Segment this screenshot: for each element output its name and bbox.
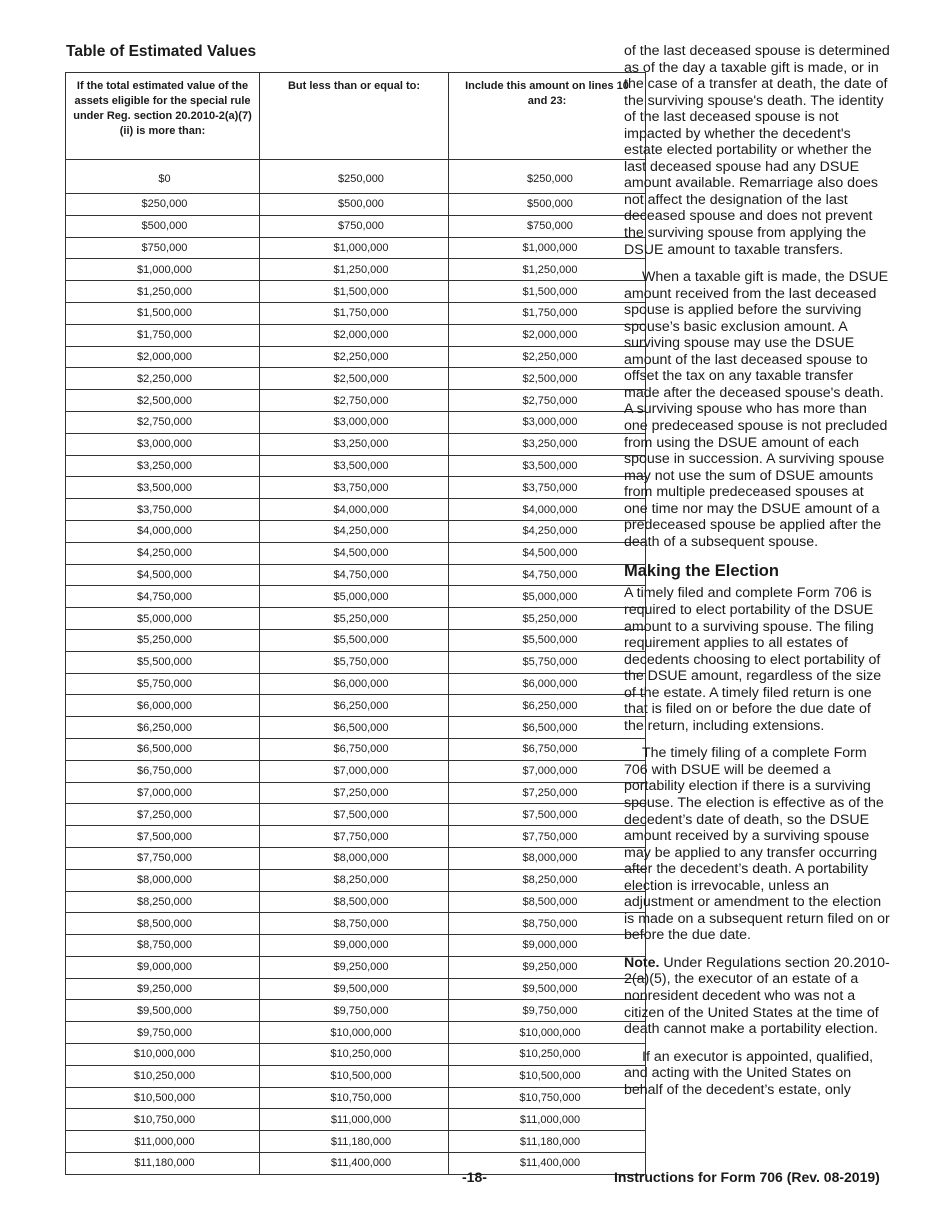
- table-row: [66, 194, 646, 216]
- cell-include-amount: $2,250,000: [449, 346, 646, 368]
- cell-include-amount: $5,500,000: [449, 629, 646, 651]
- cell-less-or-equal: $8,750,000: [260, 913, 449, 935]
- cell-more-than: $750,000: [66, 237, 260, 259]
- cell-more-than: $6,750,000: [66, 760, 260, 782]
- cell-less-or-equal: $4,500,000: [260, 542, 449, 564]
- cell-less-or-equal: $500,000: [260, 194, 449, 216]
- cell-more-than: $5,000,000: [66, 608, 260, 630]
- cell-less-or-equal: $8,250,000: [260, 869, 449, 891]
- cell-less-or-equal: $6,750,000: [260, 738, 449, 760]
- cell-more-than: $7,500,000: [66, 826, 260, 848]
- cell-include-amount: $5,250,000: [449, 608, 646, 630]
- cell-less-or-equal: $5,500,000: [260, 629, 449, 651]
- cell-include-amount: $7,750,000: [449, 826, 646, 848]
- cell-include-amount: $3,250,000: [449, 433, 646, 455]
- cell-more-than: $4,000,000: [66, 520, 260, 542]
- table-row: [66, 651, 646, 673]
- table-row: [66, 673, 646, 695]
- table-row: [66, 826, 646, 848]
- cell-less-or-equal: $1,750,000: [260, 302, 449, 324]
- cell-less-or-equal: $3,500,000: [260, 455, 449, 477]
- table-row: [66, 760, 646, 782]
- section-heading: Making the Election: [624, 562, 779, 581]
- cell-more-than: $3,500,000: [66, 477, 260, 499]
- cell-less-or-equal: $8,000,000: [260, 847, 449, 869]
- cell-less-or-equal: $10,000,000: [260, 1022, 449, 1044]
- cell-more-than: $1,750,000: [66, 324, 260, 346]
- table-title: Table of Estimated Values: [66, 43, 257, 60]
- cell-more-than: $8,000,000: [66, 869, 260, 891]
- cell-more-than: $2,000,000: [66, 346, 260, 368]
- cell-include-amount: $5,000,000: [449, 586, 646, 608]
- estimated-values-table: [65, 72, 646, 1175]
- header-less-or-equal: But less than or equal to:: [260, 73, 449, 160]
- cell-more-than: $10,250,000: [66, 1065, 260, 1087]
- cell-more-than: $9,750,000: [66, 1022, 260, 1044]
- cell-more-than: $8,500,000: [66, 913, 260, 935]
- table-row: [66, 477, 646, 499]
- cell-include-amount: $4,000,000: [449, 499, 646, 521]
- cell-include-amount: $3,500,000: [449, 455, 646, 477]
- cell-include-amount: $2,500,000: [449, 368, 646, 390]
- cell-include-amount: $8,250,000: [449, 869, 646, 891]
- cell-include-amount: $500,000: [449, 194, 646, 216]
- table-row: [66, 629, 646, 651]
- cell-more-than: $7,750,000: [66, 847, 260, 869]
- cell-more-than: $2,750,000: [66, 411, 260, 433]
- cell-less-or-equal: $7,000,000: [260, 760, 449, 782]
- table-row: [66, 782, 646, 804]
- table-row: [66, 1131, 646, 1153]
- note-label: Note.: [624, 954, 660, 971]
- table-row: [66, 346, 646, 368]
- cell-more-than: $1,500,000: [66, 302, 260, 324]
- table-row: [66, 913, 646, 935]
- cell-less-or-equal: $1,250,000: [260, 259, 449, 281]
- cell-less-or-equal: $7,250,000: [260, 782, 449, 804]
- cell-less-or-equal: $2,000,000: [260, 324, 449, 346]
- cell-include-amount: $6,000,000: [449, 673, 646, 695]
- cell-less-or-equal: $5,250,000: [260, 608, 449, 630]
- paragraph-executor: If an executor is appointed, qualified, and acting with the United States on behalf of the decedent’s estate, only: [624, 1048, 874, 1098]
- table-header-row: [66, 73, 646, 160]
- cell-more-than: $9,250,000: [66, 978, 260, 1000]
- cell-less-or-equal: $4,750,000: [260, 564, 449, 586]
- cell-include-amount: $8,500,000: [449, 891, 646, 913]
- cell-more-than: $4,250,000: [66, 542, 260, 564]
- cell-include-amount: $11,180,000: [449, 1131, 646, 1153]
- table-row: [66, 259, 646, 281]
- cell-more-than: $9,000,000: [66, 956, 260, 978]
- cell-include-amount: $2,000,000: [449, 324, 646, 346]
- cell-more-than: $9,500,000: [66, 1000, 260, 1022]
- cell-include-amount: $7,000,000: [449, 760, 646, 782]
- cell-less-or-equal: $6,250,000: [260, 695, 449, 717]
- table-row: [66, 455, 646, 477]
- cell-less-or-equal: $5,000,000: [260, 586, 449, 608]
- cell-more-than: $7,250,000: [66, 804, 260, 826]
- cell-include-amount: $8,000,000: [449, 847, 646, 869]
- cell-less-or-equal: $1,000,000: [260, 237, 449, 259]
- cell-less-or-equal: $5,750,000: [260, 651, 449, 673]
- table-row: [66, 608, 646, 630]
- cell-more-than: $5,250,000: [66, 629, 260, 651]
- cell-less-or-equal: $7,500,000: [260, 804, 449, 826]
- table-row: [66, 281, 646, 303]
- cell-less-or-equal: $11,180,000: [260, 1131, 449, 1153]
- cell-less-or-equal: $9,000,000: [260, 935, 449, 957]
- header-include-amount: Include this amount on lines 10 and 23:: [449, 73, 646, 160]
- cell-include-amount: $11,400,000: [449, 1153, 646, 1175]
- cell-more-than: $4,500,000: [66, 564, 260, 586]
- cell-more-than: $3,250,000: [66, 455, 260, 477]
- cell-more-than: $6,500,000: [66, 738, 260, 760]
- cell-include-amount: $9,000,000: [449, 935, 646, 957]
- table-row: [66, 237, 646, 259]
- cell-include-amount: $8,750,000: [449, 913, 646, 935]
- cell-less-or-equal: $250,000: [260, 160, 449, 194]
- cell-less-or-equal: $9,750,000: [260, 1000, 449, 1022]
- cell-more-than: $8,250,000: [66, 891, 260, 913]
- table-row: [66, 1044, 646, 1066]
- table-row: [66, 804, 646, 826]
- table-row: [66, 586, 646, 608]
- cell-more-than: $8,750,000: [66, 935, 260, 957]
- cell-less-or-equal: $750,000: [260, 215, 449, 237]
- cell-less-or-equal: $7,750,000: [260, 826, 449, 848]
- cell-include-amount: $9,250,000: [449, 956, 646, 978]
- cell-include-amount: $6,500,000: [449, 717, 646, 739]
- cell-less-or-equal: $8,500,000: [260, 891, 449, 913]
- cell-more-than: $2,250,000: [66, 368, 260, 390]
- table-row: [66, 1109, 646, 1131]
- cell-include-amount: $7,500,000: [449, 804, 646, 826]
- cell-include-amount: $1,750,000: [449, 302, 646, 324]
- cell-less-or-equal: $6,500,000: [260, 717, 449, 739]
- table-row: [66, 891, 646, 913]
- cell-less-or-equal: $11,400,000: [260, 1153, 449, 1175]
- table-row: [66, 1000, 646, 1022]
- cell-include-amount: $11,000,000: [449, 1109, 646, 1131]
- cell-more-than: $250,000: [66, 194, 260, 216]
- cell-more-than: $4,750,000: [66, 586, 260, 608]
- table-row: [66, 433, 646, 455]
- table-row: [66, 695, 646, 717]
- table-row: [66, 956, 646, 978]
- cell-less-or-equal: $10,750,000: [260, 1087, 449, 1109]
- cell-include-amount: $250,000: [449, 160, 646, 194]
- cell-less-or-equal: $10,250,000: [260, 1044, 449, 1066]
- cell-include-amount: $10,500,000: [449, 1065, 646, 1087]
- paragraph-taxable-gift: When a taxable gift is made, the DSUE amount received from the last deceased spouse is applied before the surviving spouse’s basic exclusion amount. A surviving spouse may use the DSUE amount of the last deceased spouse to offset the tax on any taxable transfer made after the deceased spouse's death. A surviving spouse who has more than one predeceased spouse is not precluded from using the DSUE amount of each spouse in succession. A surviving spouse may not use the sum of DSUE amounts from multiple predeceased spouses at one time nor may the DSUE amount of a predeceased spouse be applied after the death of a subsequent spouse.: [624, 269, 889, 550]
- cell-less-or-equal: $3,750,000: [260, 477, 449, 499]
- cell-less-or-equal: $9,500,000: [260, 978, 449, 1000]
- table-row: [66, 1087, 646, 1109]
- table-row: [66, 738, 646, 760]
- cell-more-than: $2,500,000: [66, 390, 260, 412]
- form-reference: Instructions for Form 706 (Rev. 08-2019): [614, 1169, 880, 1185]
- header-more-than: If the total estimated value of the assets eligible for the special rule under Reg. section 20.2010-2(a)(7)(ii) is more than:: [66, 73, 260, 160]
- cell-less-or-equal: $3,250,000: [260, 433, 449, 455]
- page-number: -18-: [462, 1169, 487, 1185]
- table-row: [66, 499, 646, 521]
- table-row: [66, 520, 646, 542]
- table-row: [66, 717, 646, 739]
- table-row: [66, 411, 646, 433]
- cell-include-amount: $6,250,000: [449, 695, 646, 717]
- cell-less-or-equal: $4,250,000: [260, 520, 449, 542]
- table-row: [66, 542, 646, 564]
- cell-more-than: $3,000,000: [66, 433, 260, 455]
- cell-include-amount: $1,500,000: [449, 281, 646, 303]
- cell-include-amount: $10,000,000: [449, 1022, 646, 1044]
- cell-include-amount: $1,000,000: [449, 237, 646, 259]
- cell-less-or-equal: $1,500,000: [260, 281, 449, 303]
- cell-less-or-equal: $11,000,000: [260, 1109, 449, 1131]
- cell-include-amount: $4,750,000: [449, 564, 646, 586]
- cell-more-than: $5,750,000: [66, 673, 260, 695]
- note-text: Under Regulations section 20.2010-2(a)(5), the executor of an estate of a nonresident decedent who was not a citizen of the United States at the time of death cannot make a portability election.: [624, 954, 890, 1038]
- cell-include-amount: $9,500,000: [449, 978, 646, 1000]
- cell-include-amount: $3,000,000: [449, 411, 646, 433]
- cell-more-than: $1,250,000: [66, 281, 260, 303]
- cell-less-or-equal: $2,250,000: [260, 346, 449, 368]
- table-row: [66, 368, 646, 390]
- table-row: [66, 935, 646, 957]
- table-row: [66, 847, 646, 869]
- cell-more-than: $10,500,000: [66, 1087, 260, 1109]
- table-row: [66, 1065, 646, 1087]
- cell-more-than: $10,000,000: [66, 1044, 260, 1066]
- cell-include-amount: $6,750,000: [449, 738, 646, 760]
- cell-less-or-equal: $6,000,000: [260, 673, 449, 695]
- cell-include-amount: $2,750,000: [449, 390, 646, 412]
- note-paragraph: [624, 955, 890, 1038]
- cell-include-amount: $10,750,000: [449, 1087, 646, 1109]
- cell-more-than: $6,250,000: [66, 717, 260, 739]
- table-body: [66, 160, 646, 1175]
- cell-include-amount: $9,750,000: [449, 1000, 646, 1022]
- cell-include-amount: $7,250,000: [449, 782, 646, 804]
- cell-more-than: $500,000: [66, 215, 260, 237]
- cell-include-amount: $750,000: [449, 215, 646, 237]
- cell-include-amount: $3,750,000: [449, 477, 646, 499]
- cell-less-or-equal: $4,000,000: [260, 499, 449, 521]
- table-row: [66, 1022, 646, 1044]
- table-row: [66, 869, 646, 891]
- cell-less-or-equal: $10,500,000: [260, 1065, 449, 1087]
- cell-less-or-equal: $2,750,000: [260, 390, 449, 412]
- cell-less-or-equal: $9,250,000: [260, 956, 449, 978]
- cell-more-than: $11,180,000: [66, 1153, 260, 1175]
- cell-more-than: $3,750,000: [66, 499, 260, 521]
- cell-include-amount: $10,250,000: [449, 1044, 646, 1066]
- table-row: [66, 160, 646, 194]
- cell-include-amount: $5,750,000: [449, 651, 646, 673]
- table-row: [66, 1153, 646, 1175]
- cell-more-than: $10,750,000: [66, 1109, 260, 1131]
- table-row: [66, 302, 646, 324]
- cell-more-than: $7,000,000: [66, 782, 260, 804]
- paragraph-timely-filed: A timely filed and complete Form 706 is required to elect portability of the DSUE amount to a surviving spouse. The filing requirement applies to all estates of decedents choosing to elect portability of the DSUE amount, regardless of the size of the estate. A timely filed return is one that is filed on or before the due date of the return, including extensions.: [624, 585, 882, 734]
- table-row: [66, 324, 646, 346]
- cell-more-than: $6,000,000: [66, 695, 260, 717]
- cell-less-or-equal: $3,000,000: [260, 411, 449, 433]
- cell-more-than: $5,500,000: [66, 651, 260, 673]
- table-row: [66, 978, 646, 1000]
- cell-include-amount: $4,250,000: [449, 520, 646, 542]
- table-row: [66, 564, 646, 586]
- cell-more-than: $1,000,000: [66, 259, 260, 281]
- cell-more-than: $11,000,000: [66, 1131, 260, 1153]
- right-column-text: [624, 43, 890, 1109]
- table-row: [66, 390, 646, 412]
- cell-more-than: $0: [66, 160, 260, 194]
- paragraph-timely-filing: The timely filing of a complete Form 706 with DSUE will be deemed a portability election if there is a surviving spouse. The election is effective as of the decedent’s date of death, so the DSUE amount received by a surviving spouse may be applied to any transfer occurring after the decedent’s death. A portability election is irrevocable, unless an adjustment or amendment to the election is made on a subsequent return filed on or before the due date.: [624, 745, 890, 944]
- table-row: [66, 215, 646, 237]
- cell-include-amount: $4,500,000: [449, 542, 646, 564]
- paragraph-continuation: of the last deceased spouse is determined as of the day a taxable gift is made, or in the case of a transfer at death, the date of the surviving spouse's death. The identity of the last deceased spouse is not impacted by whether the decedent's estate elected portability or whether the last deceased spouse had any DSUE amount available. Remarriage also does not affect the designation of the last deceased spouse and does not prevent the surviving spouse from applying the DSUE amount to taxable transfers.: [624, 43, 890, 258]
- cell-less-or-equal: $2,500,000: [260, 368, 449, 390]
- cell-include-amount: $1,250,000: [449, 259, 646, 281]
